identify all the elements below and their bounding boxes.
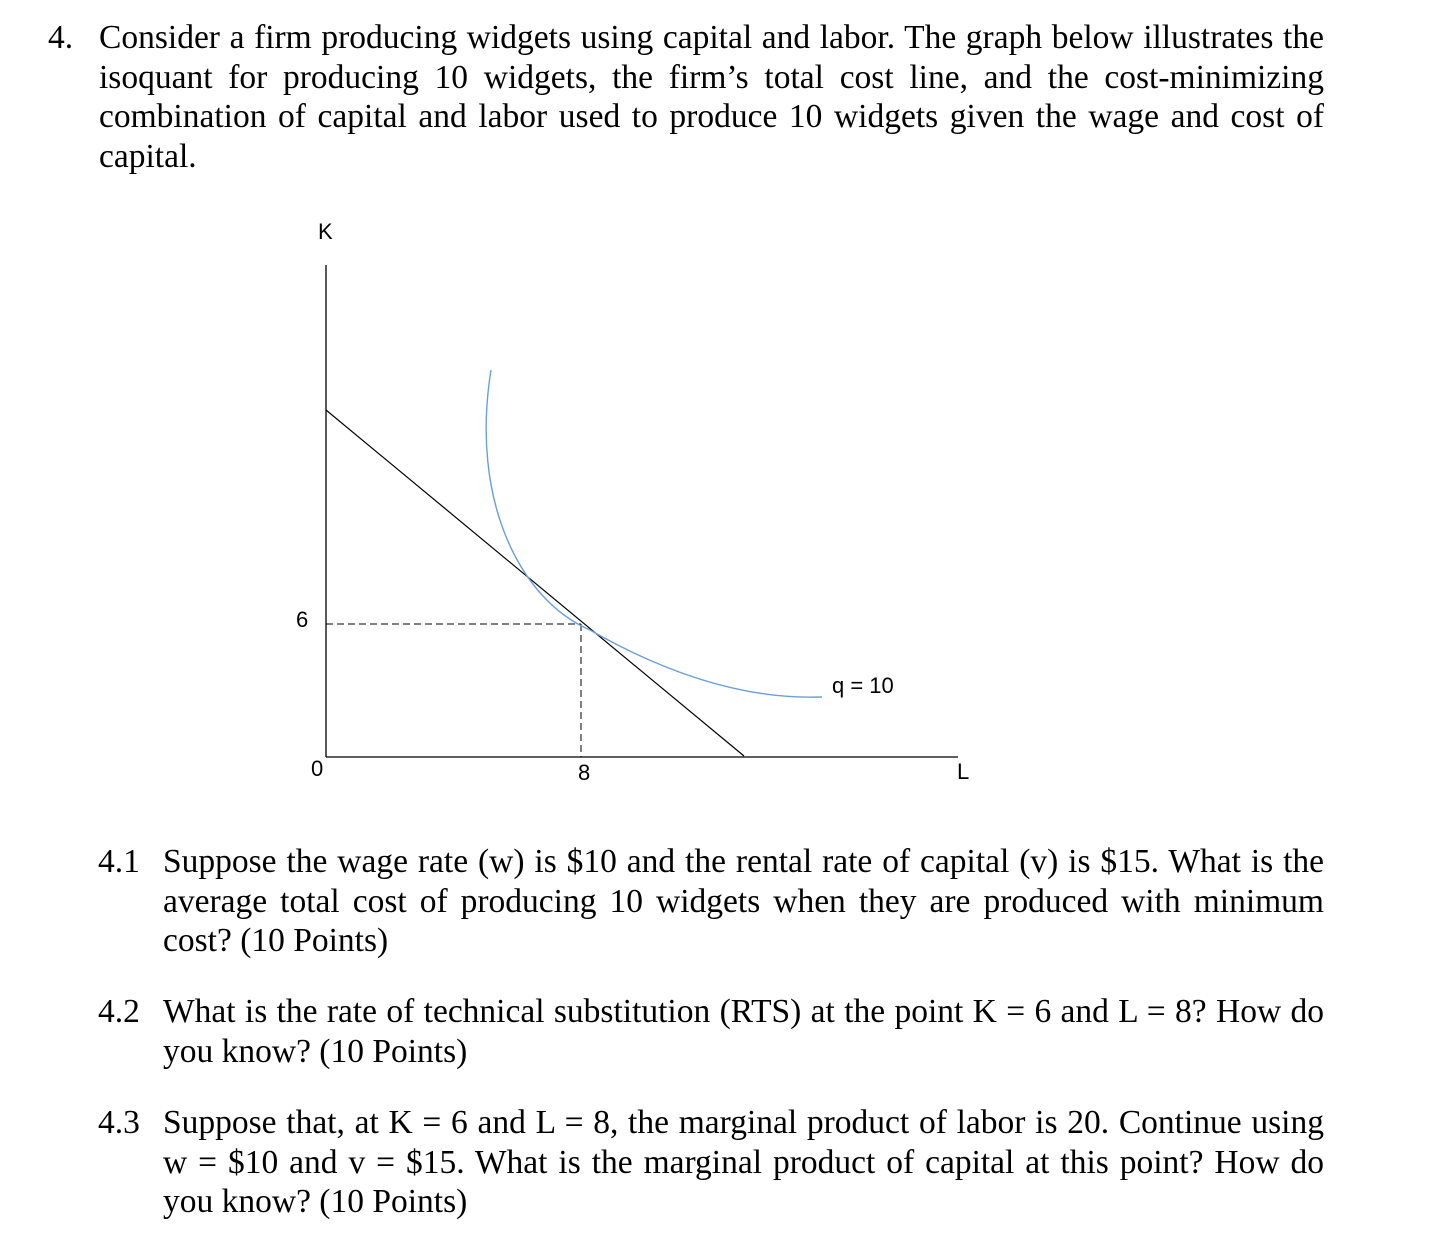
question-text: Consider a firm producing widgets using capital and labor. The graph below illustrates the isoquant for producing 10 widgets, the firm’s total cost line, and the cost-minimizing combination of capital and labor used to produce 10 widgets given the wage and cost of capital. (99, 19, 1324, 175)
subquestion-text: Suppose that, at K = 6 and L = 8, the marginal product of labor is 20. Continue using w = $10 and v = $15. What is the marginal product of capital at this point? How do you know? (10 Points) (163, 1104, 1324, 1220)
subquestion-4-2 (98, 992, 1324, 1071)
subquestion-4-3 (98, 1103, 1324, 1222)
subquestion-number: 4.3 (98, 1104, 140, 1141)
isoquant-label: q = 10 (832, 673, 894, 698)
subquestion-4-1 (98, 842, 1324, 961)
subquestion-text: Suppose the wage rate (w) is $10 and the rental rate of capital (v) is $15. What is the average total cost of producing 10 widgets when they are produced with minimum cost? (10 Points) (163, 843, 1324, 959)
total-cost-line (326, 410, 744, 756)
origin-label: 0 (311, 756, 324, 781)
question-number: 4. (48, 19, 74, 56)
subquestion-number: 4.1 (98, 843, 140, 880)
isoquant-curve (486, 370, 822, 697)
subquestion-text: What is the rate of technical substitution (RTS) at the point K = 6 and L = 8? How do you know? (10 Points) (163, 993, 1324, 1070)
k-tick-label: 6 (296, 607, 309, 632)
subquestion-number: 4.2 (98, 993, 140, 1030)
l-tick-label: 8 (578, 760, 591, 785)
l-axis-label: L (957, 759, 970, 784)
k-axis-label: K (318, 219, 333, 244)
